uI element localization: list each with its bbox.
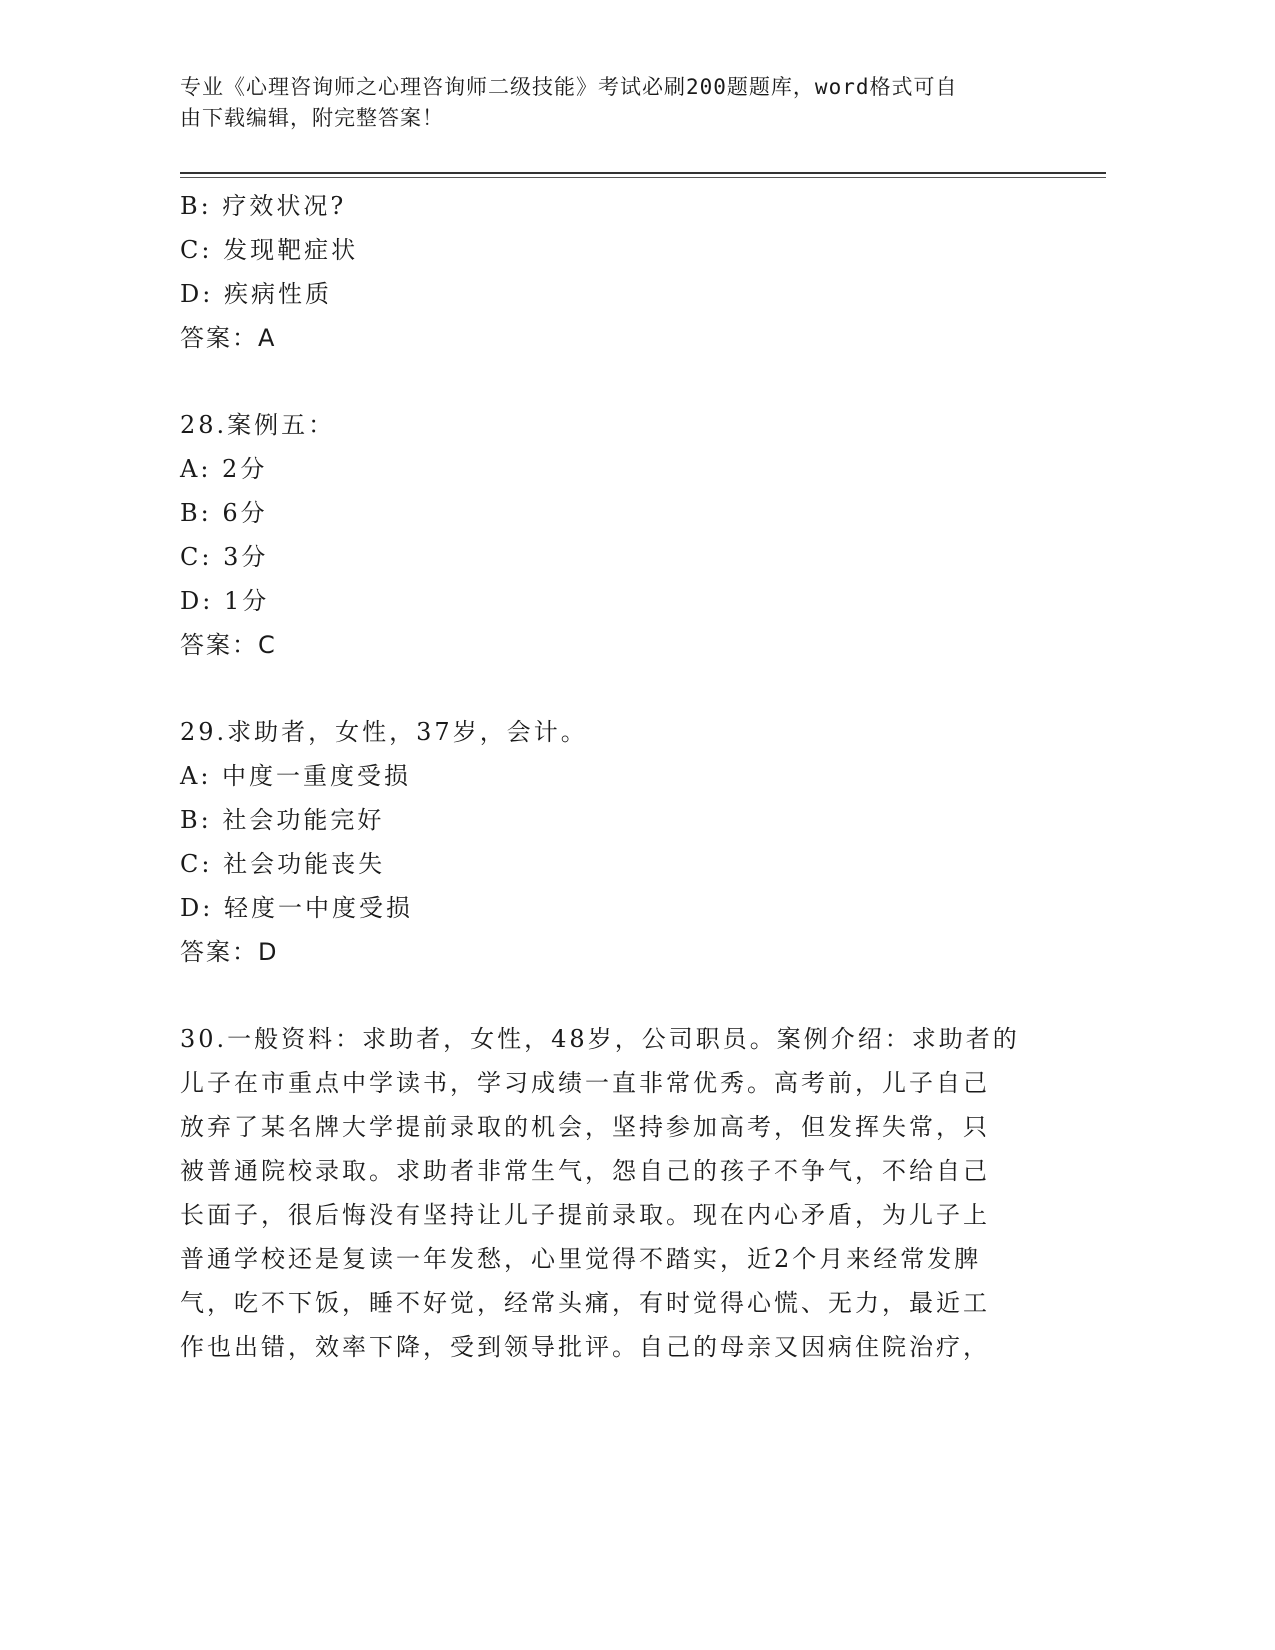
document-header [180,72,1060,134]
question-stem-line: 放弃了某名牌大学提前录取的机会，坚持参加高考，但发挥失常，只 [180,1113,990,1141]
question-stem-line: 被普通院校录取。求助者非常生气，怨自己的孩子不争气，不给自己 [180,1157,990,1185]
answer-line: 答案：C [180,631,277,659]
question-28 [180,403,1060,667]
question-content [180,184,1060,1369]
header-title-line-1: 专业《心理咨询师之心理咨询师二级技能》考试必刷200题题库，word格式可自 [180,75,958,99]
option-a: A: 中度一重度受损 [180,762,412,790]
option-b: B: 疗效状况? [180,192,347,220]
question-stem-line: 普通学校还是复读一年发愁，心里觉得不踏实，近2个月来经常发脾 [180,1245,982,1273]
option-d: D: 疾病性质 [180,280,332,308]
question-stem-line: 儿子在市重点中学读书，学习成绩一直非常优秀。高考前，儿子自己 [180,1069,990,1097]
option-b: B: 社会功能完好 [180,806,385,834]
question-stem: 29.求助者，女性，37岁，会计。 [180,718,588,746]
header-divider-thick [180,172,1106,174]
header-divider-thin [180,177,1106,178]
option-c: C: 3分 [180,543,269,571]
option-c: C: 社会功能丧失 [180,850,386,878]
option-d: D: 轻度一中度受损 [180,894,413,922]
spacer [180,974,1060,1017]
option-d: D: 1分 [180,587,270,615]
answer-line: 答案：A [180,324,277,352]
option-c: C: 发现靶症状 [180,236,359,264]
question-stem-line: 30.一般资料：求助者，女性，48岁，公司职员。案例介绍：求助者的 [180,1025,1020,1053]
question-stem: 28.案例五： [180,411,336,439]
question-stem-line: 作也出错，效率下降，受到领导批评。自己的母亲又因病住院治疗， [180,1333,990,1361]
question-stem-line: 气，吃不下饭，睡不好觉，经常头痛，有时觉得心慌、无力，最近工 [180,1289,990,1317]
answer-line: 答案：D [180,938,279,966]
header-title-line-2: 由下载编辑，附完整答案！ [180,106,444,130]
question-30 [180,1017,1042,1369]
spacer [180,360,1060,403]
question-27 [180,184,1060,360]
option-b: B: 6分 [180,499,268,527]
question-stem-line: 长面子，很后悔没有坚持让儿子提前录取。现在内心矛盾，为儿子上 [180,1201,990,1229]
spacer [180,667,1060,710]
option-a: A: 2分 [180,455,268,483]
question-29 [180,710,1060,974]
